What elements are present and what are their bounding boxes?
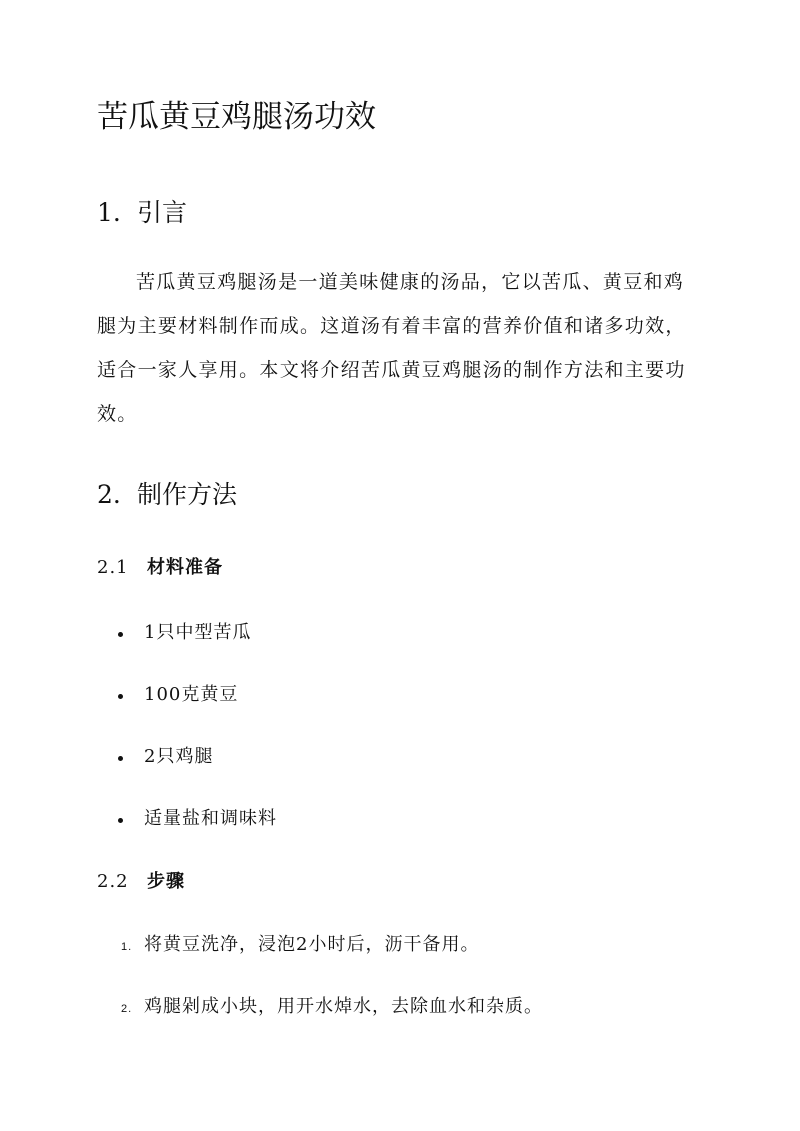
intro-line-3: 适合一家人享用。本文将介绍苦瓜黄豆鸡腿汤的制作方法和主要功 [97,359,686,381]
subsection-2-2-number: 2.2 [97,871,129,892]
section-2-heading [97,477,237,513]
ingredient-text: 适量盐和调味料 [144,808,277,829]
bullet-icon [118,632,123,637]
step-text: 鸡腿剁成小块，用开水焯水，去除血水和杂质。 [144,996,543,1017]
intro-line-4: 效。 [97,403,138,425]
subsection-2-2-heading [97,868,185,896]
ingredient-text: 2只鸡腿 [144,746,214,767]
section-1-number: 1. [97,198,121,227]
section-1-heading [97,195,187,231]
subsection-2-1-heading [97,554,223,582]
bullet-icon [118,818,123,823]
subsection-2-1-number: 2.1 [97,557,129,578]
section-2-number: 2. [97,480,121,509]
step-number: 1. [121,941,133,953]
bullet-icon [118,756,123,761]
subsection-2-1-title: 材料准备 [147,557,223,578]
ingredient-text: 100克黄豆 [144,684,239,705]
bullet-icon [118,694,123,699]
intro-line-2: 腿为主要材料制作而成。这道汤有着丰富的营养价值和诸多功效， [97,315,686,337]
intro-paragraph [97,264,707,440]
step-text: 将黄豆洗净，浸泡2小时后，沥干备用。 [144,934,480,955]
document-title: 苦瓜黄豆鸡腿汤功效 [97,99,376,135]
section-1-title: 引言 [137,198,188,227]
intro-line-1: 苦瓜黄豆鸡腿汤是一道美味健康的汤品，它以苦瓜、黄豆和鸡 [136,271,685,293]
section-2-title: 制作方法 [137,480,238,509]
ingredient-text: 1只中型苦瓜 [144,622,252,643]
subsection-2-2-title: 步骤 [147,871,185,892]
step-number: 2. [121,1003,133,1015]
